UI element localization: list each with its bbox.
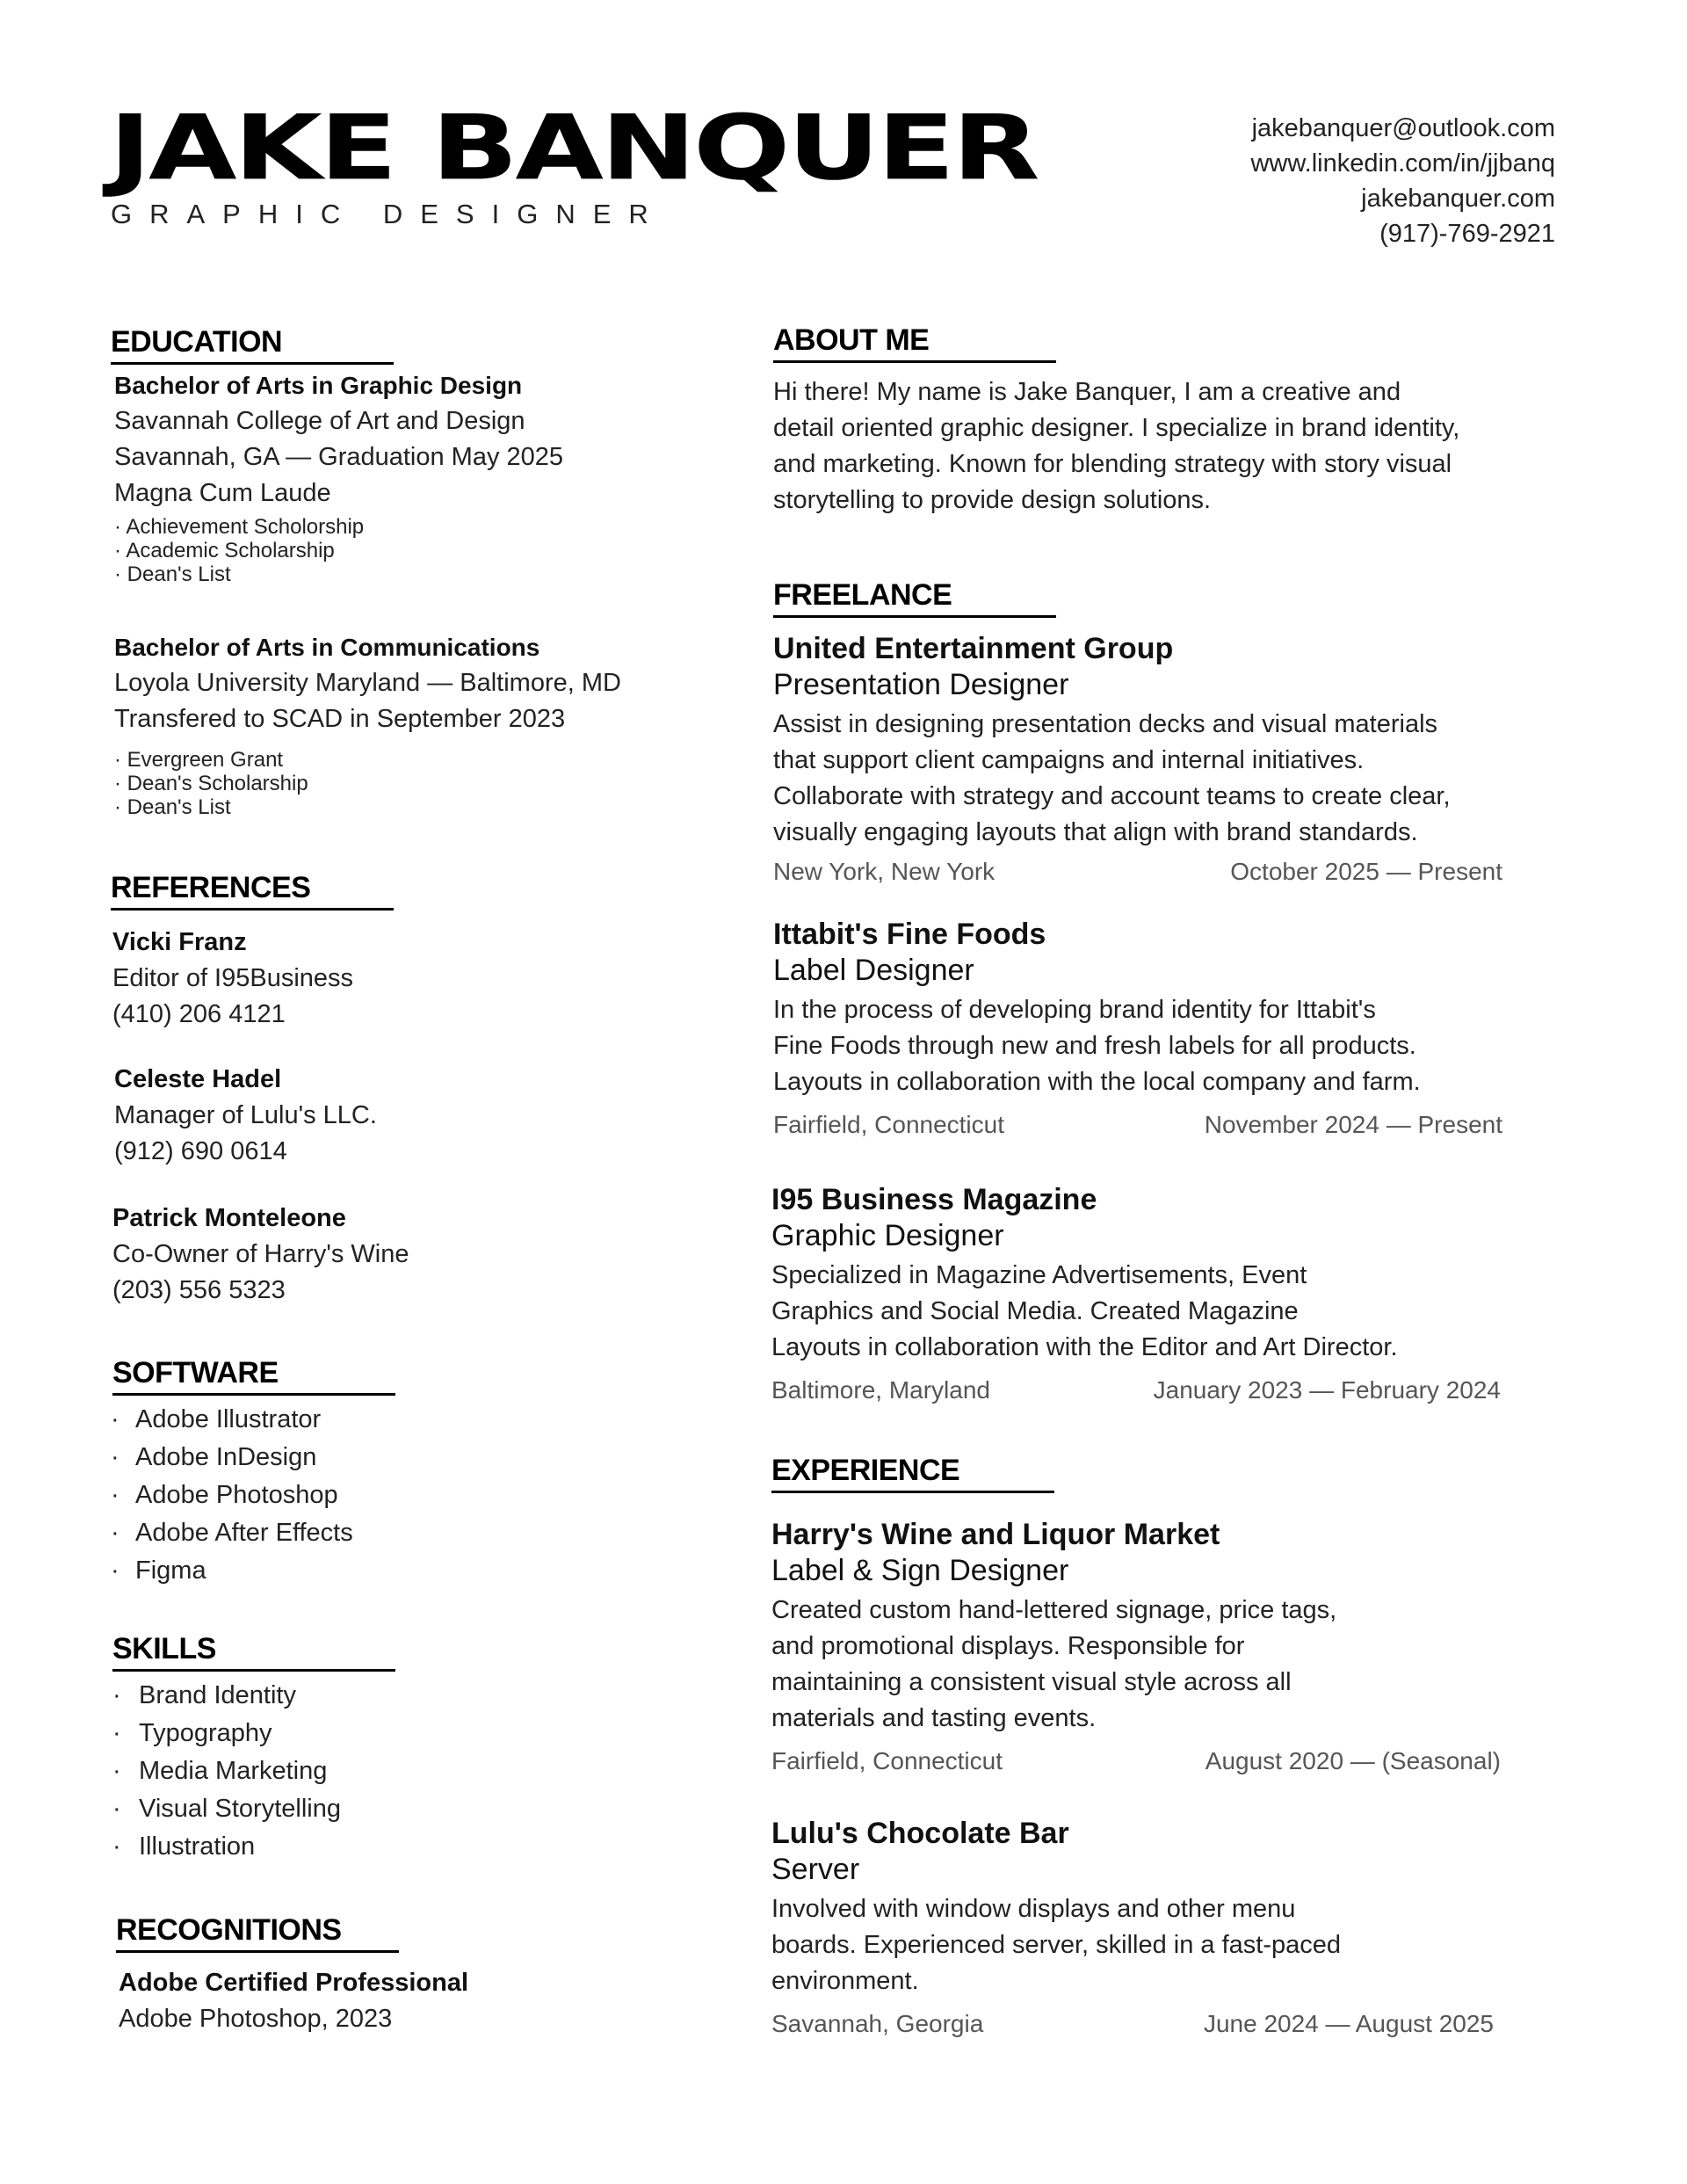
job-role: Server bbox=[771, 1853, 860, 1886]
honor-item: · Dean's List bbox=[114, 795, 231, 819]
job-location: Baltimore, Maryland bbox=[771, 1376, 990, 1404]
skills-list bbox=[112, 1677, 341, 1866]
software-list bbox=[111, 1401, 353, 1590]
education-entry-1 bbox=[114, 367, 712, 586]
about-line: detail oriented graphic designer. I specialize in brand identity, bbox=[773, 414, 1460, 442]
job-desc-line: Collaborate with strategy and account teams to create clear, bbox=[773, 782, 1451, 810]
job-role: Presentation Designer bbox=[773, 668, 1069, 701]
experience-title: EXPERIENCE bbox=[771, 1454, 960, 1487]
honor-item: · Academic Scholarship bbox=[114, 539, 335, 562]
job-dates: October 2025 — Present bbox=[1230, 858, 1502, 885]
job-location: Fairfield, Connecticut bbox=[773, 1111, 1005, 1138]
job-role: Graphic Designer bbox=[771, 1219, 1004, 1252]
honor-item: · Evergreen Grant bbox=[114, 748, 284, 772]
about-line: and marketing. Known for blending strategy with story visual bbox=[773, 450, 1452, 478]
job-desc-line: In the process of developing brand identity for Ittabit's bbox=[773, 996, 1376, 1024]
recognitions-section bbox=[116, 1915, 399, 1953]
contact-info bbox=[1250, 111, 1555, 251]
reference-role: Co-Owner of Harry's Wine bbox=[112, 1240, 409, 1268]
section-rule bbox=[771, 1491, 1054, 1493]
job-title-tagline: GRAPHIC DESIGNER bbox=[111, 199, 666, 229]
list-item: · Illustration bbox=[112, 1828, 341, 1866]
recognitions-title: RECOGNITIONS bbox=[116, 1913, 342, 1947]
education-title: EDUCATION bbox=[111, 325, 283, 359]
about-line: Hi there! My name is Jake Banquer, I am a creative and bbox=[773, 378, 1401, 406]
section-rule bbox=[116, 1950, 399, 1953]
school-line: Savannah, GA — Graduation May 2025 bbox=[114, 443, 564, 471]
education-heading bbox=[111, 327, 394, 365]
freelance-job-1 bbox=[773, 631, 1502, 888]
job-desc-line: Created custom hand-lettered signage, price tags, bbox=[771, 1596, 1337, 1624]
job-location: Savannah, Georgia bbox=[771, 2010, 984, 2037]
job-role: Label Designer bbox=[773, 954, 974, 987]
job-desc-line: environment. bbox=[771, 1967, 919, 1995]
list-item: · Adobe Photoshop bbox=[111, 1477, 353, 1514]
job-desc-line: Layouts in collaboration with the Editor and Art Director. bbox=[771, 1333, 1398, 1361]
phone-number: (917)-769-2921 bbox=[1379, 220, 1555, 248]
section-rule bbox=[773, 360, 1056, 363]
list-item: · Visual Storytelling bbox=[112, 1790, 341, 1828]
reference-phone: (912) 690 0614 bbox=[114, 1137, 287, 1165]
job-desc-line: that support client campaigns and internal initiatives. bbox=[773, 746, 1365, 774]
section-rule bbox=[773, 615, 1056, 618]
section-rule bbox=[111, 362, 394, 365]
list-item: · Typography bbox=[112, 1715, 341, 1752]
job-desc-line: materials and tasting events. bbox=[771, 1704, 1097, 1732]
reference-name: Celeste Hadel bbox=[114, 1065, 282, 1093]
list-item: · Adobe InDesign bbox=[111, 1439, 353, 1477]
software-title: SOFTWARE bbox=[112, 1356, 279, 1389]
section-rule bbox=[112, 1393, 395, 1396]
recognition-title: Adobe Certified Professional bbox=[119, 1969, 469, 1997]
reference-name: Vicki Franz bbox=[112, 928, 247, 956]
education-section bbox=[111, 327, 394, 365]
honor-item: · Dean's Scholarship bbox=[114, 772, 308, 795]
list-item: · Brand Identity bbox=[112, 1677, 341, 1715]
reference-role: Manager of Lulu's LLC. bbox=[114, 1101, 377, 1129]
job-role: Label & Sign Designer bbox=[771, 1554, 1069, 1587]
experience-section bbox=[771, 1455, 1054, 1493]
job-location: Fairfield, Connecticut bbox=[771, 1747, 1003, 1774]
school-line: Savannah College of Art and Design bbox=[114, 407, 525, 435]
experience-job-2 bbox=[771, 1816, 1494, 2040]
linkedin-link[interactable]: www.linkedin.com/in/jjbanq bbox=[1250, 149, 1555, 178]
job-dates: November 2024 — Present bbox=[1204, 1111, 1502, 1138]
list-item: · Adobe After Effects bbox=[111, 1514, 353, 1552]
degree-title: Bachelor of Arts in Graphic Design bbox=[114, 372, 523, 399]
job-desc-line: Graphics and Social Media. Created Magazine bbox=[771, 1297, 1299, 1325]
software-section bbox=[112, 1358, 395, 1396]
job-desc-line: Assist in designing presentation decks and visual materials bbox=[773, 710, 1438, 738]
freelance-section bbox=[773, 580, 1056, 618]
list-item: · Media Marketing bbox=[112, 1752, 341, 1790]
about-section bbox=[773, 325, 1056, 363]
reference-1 bbox=[112, 925, 353, 1033]
name-heading: JAKE BANQUER bbox=[109, 96, 1038, 200]
recognition-entry bbox=[119, 1965, 468, 2037]
skills-title: SKILLS bbox=[112, 1632, 216, 1665]
job-desc-line: boards. Experienced server, skilled in a fast-paced bbox=[771, 1931, 1342, 1959]
honor-item: · Achievement Scholorship bbox=[114, 515, 365, 539]
school-line: Loyola University Maryland — Baltimore, MD bbox=[114, 669, 621, 697]
job-company: United Entertainment Group bbox=[773, 632, 1174, 665]
reference-3 bbox=[112, 1201, 409, 1309]
skills-section bbox=[112, 1634, 395, 1672]
freelance-title: FREELANCE bbox=[773, 578, 952, 612]
list-item: · Figma bbox=[111, 1552, 353, 1590]
about-text bbox=[773, 374, 1564, 519]
reference-name: Patrick Monteleone bbox=[112, 1204, 346, 1232]
education-entry-2 bbox=[114, 629, 747, 819]
website-link[interactable]: jakebanquer.com bbox=[1361, 185, 1555, 213]
reference-phone: (410) 206 4121 bbox=[112, 1000, 286, 1028]
job-desc-line: Layouts in collaboration with the local company and farm. bbox=[773, 1068, 1421, 1096]
list-item: · Adobe Illustrator bbox=[111, 1401, 353, 1439]
email-link[interactable]: jakebanquer@outlook.com bbox=[1251, 114, 1555, 142]
reference-2 bbox=[114, 1062, 377, 1170]
job-desc-line: Involved with window displays and other menu bbox=[771, 1895, 1296, 1923]
job-company: I95 Business Magazine bbox=[771, 1183, 1097, 1216]
freelance-job-3 bbox=[771, 1182, 1501, 1406]
job-company: Harry's Wine and Liquor Market bbox=[771, 1518, 1220, 1551]
recognition-detail: Adobe Photoshop, 2023 bbox=[119, 2005, 393, 2033]
job-location: New York, New York bbox=[773, 858, 996, 885]
references-section bbox=[111, 873, 394, 911]
job-dates: June 2024 — August 2025 bbox=[1203, 2010, 1494, 2037]
school-line: Transfered to SCAD in September 2023 bbox=[114, 705, 566, 733]
job-company: Lulu's Chocolate Bar bbox=[771, 1817, 1069, 1850]
job-desc-line: Fine Foods through new and fresh labels for all products. bbox=[773, 1032, 1416, 1060]
school-line: Magna Cum Laude bbox=[114, 479, 331, 507]
job-dates: August 2020 — (Seasonal) bbox=[1205, 1747, 1501, 1774]
references-title: REFERENCES bbox=[111, 871, 311, 904]
reference-role: Editor of I95Business bbox=[112, 964, 354, 992]
job-desc-line: Specialized in Magazine Advertisements, Event bbox=[771, 1261, 1307, 1289]
degree-title: Bachelor of Arts in Communications bbox=[114, 634, 540, 661]
section-rule bbox=[112, 1669, 395, 1672]
job-desc-line: visually engaging layouts that align with brand standards. bbox=[773, 818, 1418, 846]
job-desc-line: and promotional displays. Responsible for bbox=[771, 1632, 1245, 1660]
job-company: Ittabit's Fine Foods bbox=[773, 918, 1046, 951]
experience-job-1 bbox=[771, 1517, 1501, 1777]
section-rule bbox=[111, 908, 394, 911]
about-title: ABOUT ME bbox=[773, 323, 930, 357]
job-dates: January 2023 — February 2024 bbox=[1153, 1376, 1501, 1404]
reference-phone: (203) 556 5323 bbox=[112, 1276, 286, 1304]
honor-item: · Dean's List bbox=[114, 562, 231, 586]
freelance-job-2 bbox=[773, 917, 1502, 1141]
about-line: storytelling to provide design solutions. bbox=[773, 486, 1212, 514]
job-desc-line: maintaining a consistent visual style across all bbox=[771, 1668, 1292, 1696]
